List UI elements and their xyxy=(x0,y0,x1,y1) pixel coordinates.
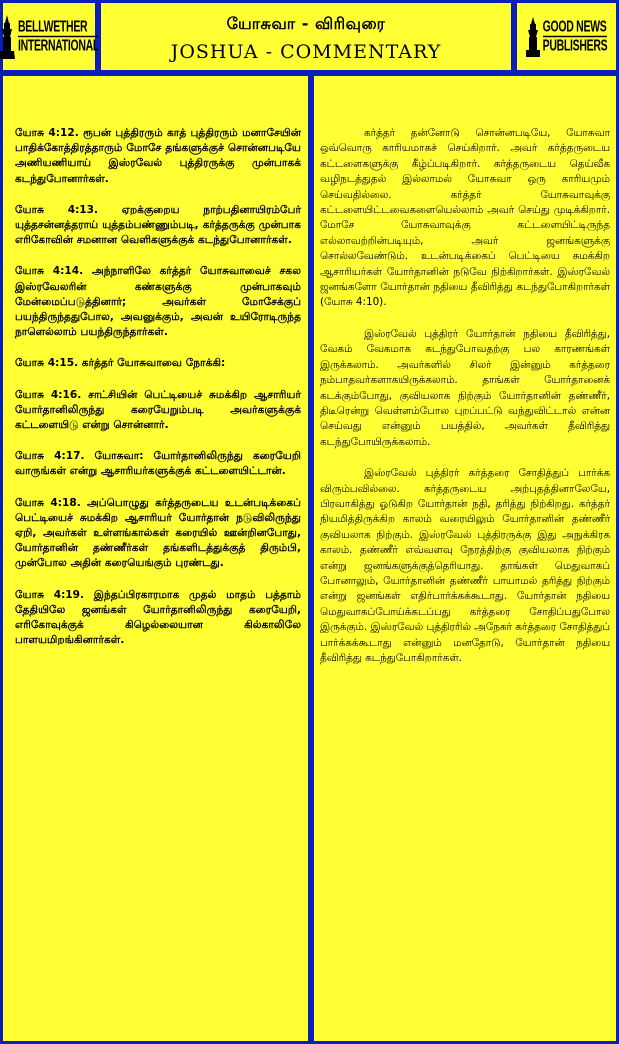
verse-paragraph: யோசு 4:19. இந்தப்பிரகாரமாக முதல் மாதம் பத்தாம் தேதியிலே ஜனங்கள் யோர்தானிலிருந்து கரையேறி, எரிகோவுக்குக் கிழெல்லையான கில்காலிலே பாளயமிறங்கினார்கள். xyxy=(15,588,301,647)
verse-paragraph: யோசு 4:13. ஏறக்குறைய நாற்பதினாயிரம்பேர் யுத்தசன்னத்தராய் யுத்தம்பண்ணும்படி, கர்த்தருக்கு முன்பாக எரிகோவின் சமனான வெளிகளுக்குக் கடந்துபோனார்கள். xyxy=(15,203,301,247)
logo-right-line1: GOOD NEWS xyxy=(542,18,607,36)
title-tamil: யோசுவா - விரிவுரை xyxy=(226,14,386,33)
bell-tower-icon xyxy=(0,15,15,59)
page-title xyxy=(98,0,514,73)
verse-paragraph: யோசு 4:15. கர்த்தர் யோசுவாவை நோக்கி: xyxy=(15,357,226,370)
verse-paragraph: யோசு 4:14. அந்நாளிலே கர்த்தர் யோசுவாவைச் சகல இஸ்ரவேலரின் கண்களுக்கு முன்பாகவும் மேன்மைப்படுத்தினார்; அவர்கள் மோசேக்குப் பயந்திருந்ததுபோல, அவனுக்கும், அவன் உயிரோடிருந்த நாளெல்லாம் பயந்திருந்தார்கள். xyxy=(15,265,301,339)
commentary-column xyxy=(311,73,619,1044)
logo-left-line2: INTERNATIONAL xyxy=(17,37,100,55)
verse-paragraph: யோசு 4:18. அப்பொழுது கர்த்தருடைய உடன்படிக்கைப் பெட்டியைச் சுமக்கிற ஆசாரியர் யோர்தான் நடுவிலிருந்து ஏறி, அவர்கள் உள்ளங்கால்கள் கரையில் ஊன்றினபோது, யோர்தானின் தண்ணீர்கள் தங்களிடத்துக்குத் திரும்பி, முன்போல அதின் கரையெங்கும் புரண்டது. xyxy=(15,496,301,570)
logo-left-line1: BELLWETHER xyxy=(18,18,99,37)
verse-paragraph: யோசு 4:12. ரூபன் புத்திரரும் காத் புத்திரரும் மனாசேயின் பாதிக்கோத்திரத்தாரும் மோசே தங்களுக்குச் சொன்னபடியே அணியணியாய் இஸ்ரவேல் புத்திரருக்கு முன்பாகக் கடந்துபோனார்கள். xyxy=(15,127,301,185)
verse-paragraph: யோசு 4:16. சாட்சியின் பெட்டியைச் சுமக்கிற ஆசாரியர் யோர்தானிலிருந்து கரையேறும்படி அவர்களுக்குக் கட்டளையிடு என்று சொன்னார். xyxy=(15,388,301,432)
good-news-logo xyxy=(514,0,619,73)
bellwether-logo xyxy=(0,0,98,73)
commentary-paragraph: கர்த்தர் தன்னோடு சொன்னபடியே, யோசுவா ஒவ்வொரு காரியமாகச் செய்கிறார். அவர் கர்த்தருடைய கட்டளைகளுக்கு கீழ்ப்படிகிறார். கர்த்தருடைய தெய்வீக வழிநடத்துதல் இல்லாமல் யோசுவா ஒரு காரியமும் செய்வதில்லை. கர்த்தர் யோசுவாவுக்கு கட்டளையிட்டவைகளையெல்லாம் அவர் செய்து முடிக்கிறார். மோசே யோசுவாவுக்கு கட்டளையிட்டிருந்த எல்லாவற்றின்படியும், அவர் ஜனங்களுக்கு சொல்லவேண்டும். உடன்படிக்கைப் பெட்டியை சுமக்கிற ஆசாரியர்கள் யோர்தானின் நடுவே நிற்கிறார்கள். இஸ்ரவேல் ஜனங்களோ யோர்தான் நதியை தீவிரித்து கடந்துபோகிறார்கள் (யோசு 4:10). xyxy=(320,127,610,309)
commentary-paragraph: இஸ்ரவேல் புத்திரர் யோர்தான் நதியை தீவிரித்து, வேகம் வேகமாக கடந்துபோவதற்கு பல காரணங்கள் இருக்கலாம். அவர்களில் சிலர் இன்னும் கர்த்தரை நம்பாதவர்களாகயிருக்கலாம். தாங்கள் யோர்தானைக் கடக்கும்போது, குவியலாக நிற்கும் யோர்தானின் தண்ணீர், திடீரென்று வெள்ளம்போல புறப்பட்டு வந்துவிட்டால் என்ன செய்வது என்னும் பயத்தில், அவர்கள் தீவிரித்து கடந்துபோயிருக்கலாம். xyxy=(320,327,610,448)
logo-right-line2: PUBLISHERS xyxy=(542,37,608,55)
scripture-column xyxy=(0,73,311,1044)
verse-paragraph: யோசு 4:17. யோசுவா: யோர்தானிலிருந்து கரையேறி வாருங்கள் என்று ஆசாரியர்களுக்குக் கட்டளையிட்டான். xyxy=(15,450,301,478)
title-english: JOSHUA - COMMENTARY xyxy=(170,41,442,63)
commentary-paragraph: இஸ்ரவேல் புத்திரர் கர்த்தரை சோதித்துப் பார்க்க விரும்பவில்லை. கர்த்தருடைய அற்புதத்தினாலேயே, பிரவாகித்து ஓடுகிற யோர்தான் நதி, தரித்து நிற்கிறது. கர்த்தர் நியமித்திருக்கிற காலம் வரையிலும் யோர்தானின் தண்ணீர் குவியலாக நிற்கும். இஸ்ரவேல் புத்திரருக்கு இது அநுக்கிரக காலம். தண்ணீர் எவ்வளவு நேரத்திற்கு குவியலாக நிற்கும் என்று ஜனங்களுக்குத்தெரியாது. தாங்கள் மெதுவாகப் போனாலும், யோர்தானின் தண்ணீர் பாயாமல் தரித்து நிற்கும் என்று ஜனங்கள் எதிர்பார்க்கக்கூடாது. யோர்தான் நதியை மெதுவாகப்போய்க்கடப்பது கர்த்தரை சோதிப்பதுபோல இருக்கும். இஸ்ரவேல் புத்திரரில் அநேகர் கர்த்தரை சோதித்துப் பார்க்கக்கூடாது என்னும் மனதோடு, யோர்தான் நதியை தீவிரித்து கடந்துபோகிறார்கள். xyxy=(320,467,610,664)
bell-tower-icon xyxy=(526,17,540,57)
